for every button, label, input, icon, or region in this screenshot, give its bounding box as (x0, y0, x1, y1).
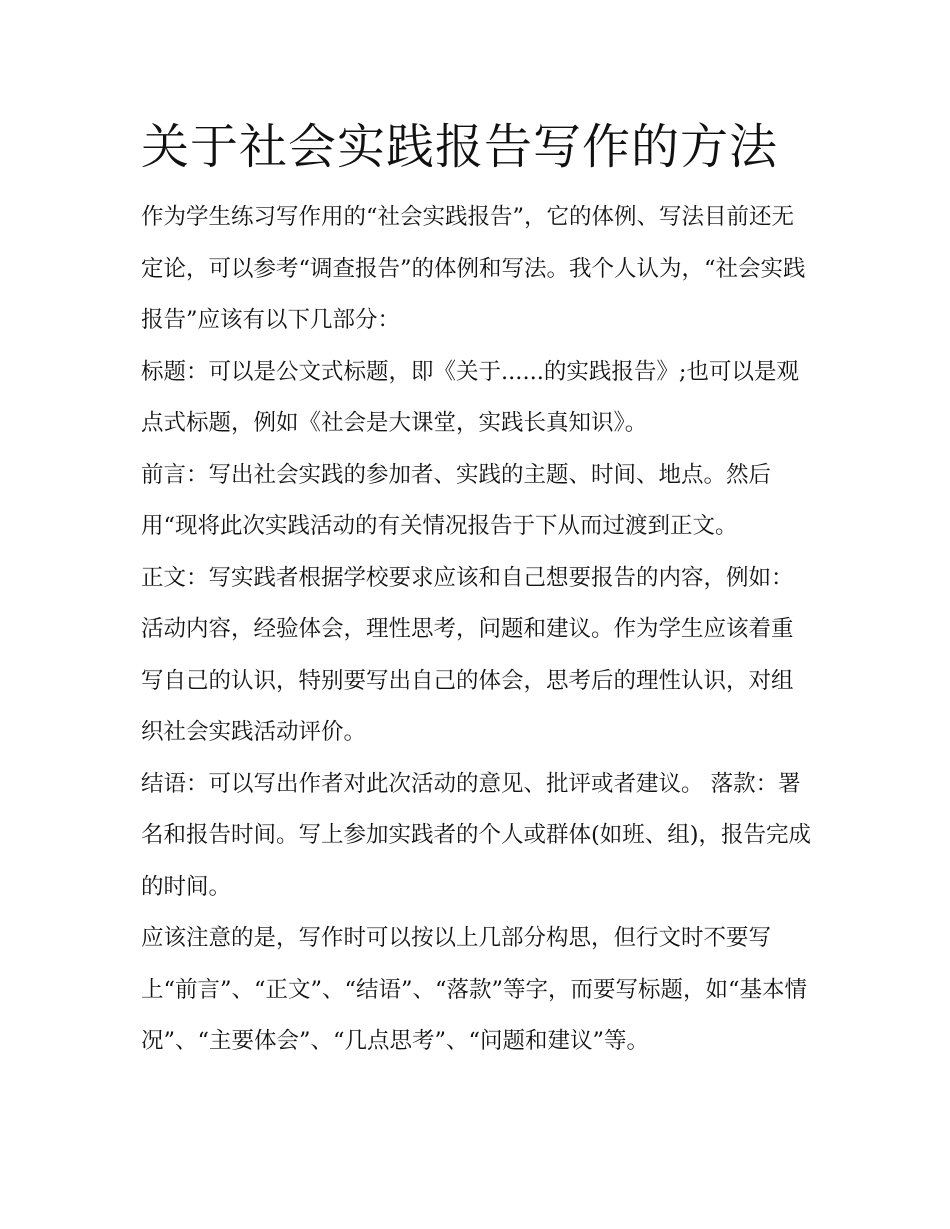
paragraph-body-section: 正文：写实践者根据学校要求应该和自己想要报告的内容，例如：活动内容，经验体会，理性思考，问题和建议。作为学生应该着重写自己的认识，特别要写出自己的体会，思考后的理性认识，对组织社会实践活动评价。 (141, 564, 794, 745)
document-title: 关于社会实践报告写作的方法 (141, 119, 779, 175)
document-body (141, 112, 813, 1068)
paragraph-preface-section: 前言：写出社会实践的参加者、实践的主题、时间、地点。然后用“现将此次实践活动的有关情况报告于下从而过渡到正文。 (141, 461, 772, 539)
paragraph-notes: 应该注意的是，写作时可以按以上几部分构思，但行文时不要写上“前言”、“正文”、“结语”、“落款”等字，而要写标题，如“基本情况”、“主要体会”、“几点思考”、“问题和建议”等。 (141, 925, 808, 1054)
paragraph-title-section: 标题：可以是公文式标题，即《关于......的实践报告》;也可以是观点式标题，例如《社会是大课堂，实践长真知识》。 (141, 358, 799, 436)
paragraph-conclusion-section: 结语：可以写出作者对此次活动的意见、批评或者建议。 落款：署名和报告时间。写上参加实践者的个人或群体(如班、组)，报告完成的时间。 (141, 770, 812, 900)
paragraph-intro: 作为学生练习写作用的“社会实践报告”，它的体例、写法目前还无定论，可以参考“调查报告”的体例和写法。我个人认为，“社会实践报告”应该有以下几部分： (141, 204, 806, 333)
